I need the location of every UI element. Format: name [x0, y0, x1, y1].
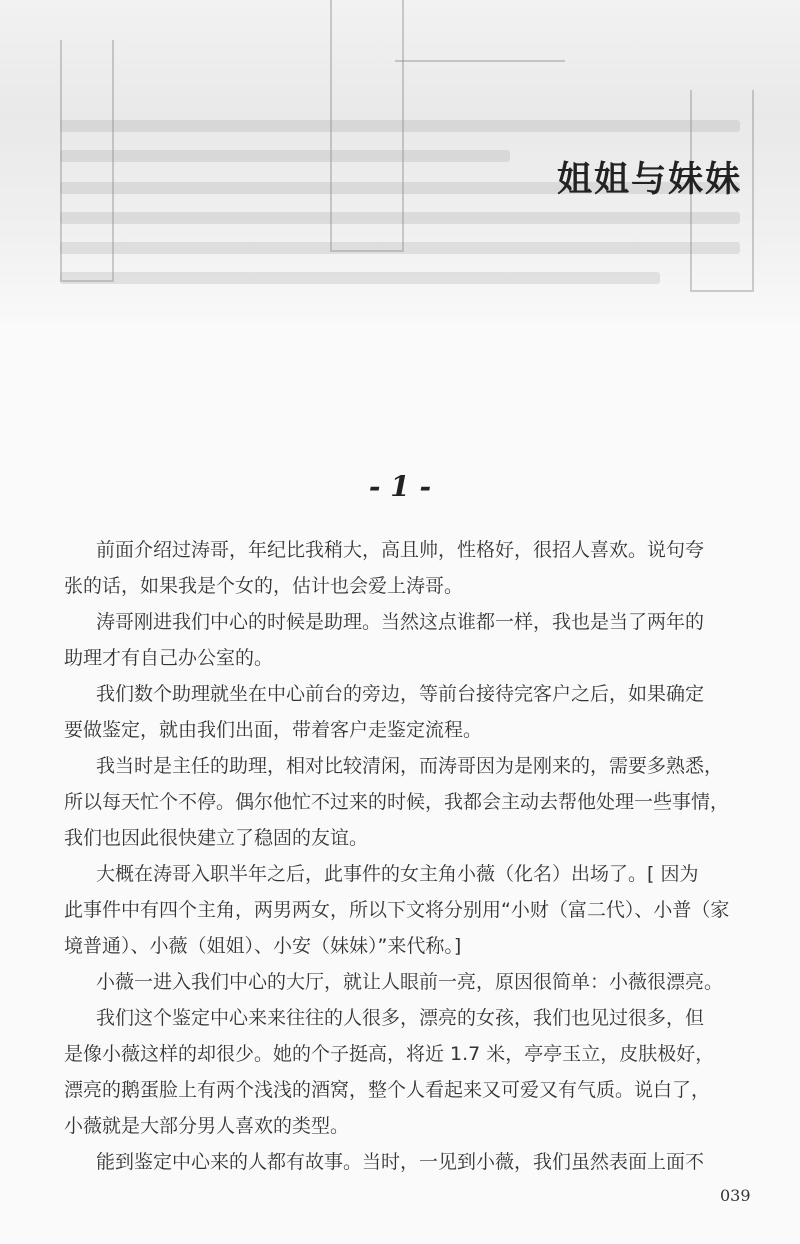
paragraph [64, 856, 764, 964]
funnel-illustration [395, 60, 565, 62]
paragraph [64, 964, 764, 1000]
section-number: - 1 - [368, 470, 432, 503]
text-line: 大概在涛哥入职半年之后，此事件的女主角小薇（化名）出场了。[ 因为 [96, 863, 699, 885]
paragraph [64, 676, 764, 748]
text-line: 张的话，如果我是个女的，估计也会爱上涛哥。 [64, 575, 464, 597]
text-line: 我们这个鉴定中心来来往往的人很多，漂亮的女孩，我们也见过很多，但 [96, 1007, 705, 1029]
text-line: 小薇就是大部分男人喜欢的类型。 [64, 1115, 350, 1137]
text-line: 涛哥刚进我们中心的时候是助理。当然这点谁都一样，我也是当了两年的 [96, 611, 705, 633]
paragraph [64, 532, 764, 604]
text-line: 我们也因此很快建立了稳固的友谊。 [64, 827, 369, 849]
text-line: 所以每天忙个不停。偶尔他忙不过来的时候，我都会主动去帮他处理一些事情， [64, 791, 730, 813]
text-line: 能到鉴定中心来的人都有故事。当时，一见到小薇，我们虽然表面上面不 [96, 1151, 705, 1173]
text-line: 助理才有自己办公室的。 [64, 647, 274, 669]
chapter-title: 姐姐与妹妹 [556, 160, 742, 200]
text-line: 我们数个助理就坐在中心前台的旁边，等前台接待完客户之后，如果确定 [96, 683, 705, 705]
text-line: 要做鉴定，就由我们出面，带着客户走鉴定流程。 [64, 719, 483, 741]
text-line: 漂亮的鹅蛋脸上有两个浅浅的酒窝，整个人看起来又可爱又有气质。说白了， [64, 1079, 711, 1101]
text-line: 我当时是主任的助理，相对比较清闲，而涛哥因为是刚来的，需要多熟悉， [96, 755, 724, 777]
text-line: 前面介绍过涛哥，年纪比我稍大，高且帅，性格好，很招人喜欢。说句夸 [96, 539, 705, 561]
text-line: 是像小薇这样的却很少。她的个子挺高，将近 1.7 米，亭亭玉立，皮肤极好， [64, 1043, 715, 1065]
paragraph [64, 1000, 764, 1144]
paragraph [64, 604, 764, 676]
paragraph [64, 748, 764, 856]
page-number: 039 [720, 1186, 751, 1205]
body-text [64, 532, 764, 1180]
paragraph [64, 1144, 764, 1180]
text-line: 小薇一进入我们中心的大厅，就让人眼前一亮，原因很简单：小薇很漂亮。 [96, 971, 724, 993]
text-line: 此事件中有四个主角，两男两女，所以下文将分别用“小财（富二代）、小普（家 [64, 899, 730, 921]
text-line: 境普通）、小薇（姐姐）、小安（妹妹）”来代称。] [64, 935, 462, 957]
